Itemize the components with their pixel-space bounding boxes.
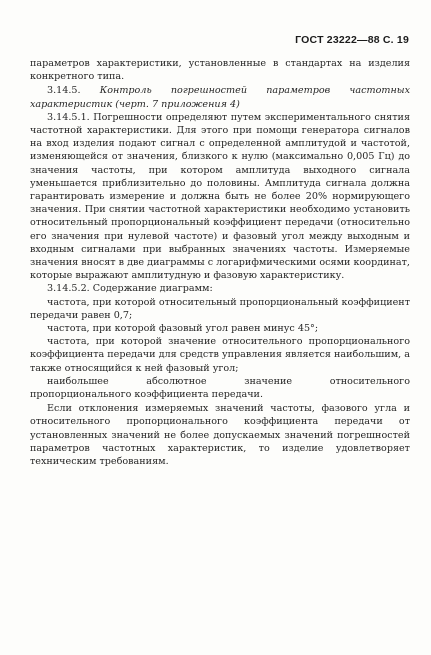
section-title: Контроль погрешностей параметров частотных характеристик (черт. 7 приложения 4) [30,85,410,110]
paragraph-conclusion: Если отклонения измеряемых значений частоты, фазового угла и относительного пропорционального коэффициента передачи от установленных значений не более допускаемых значений погрешностей параметров частотных характеристик, то изделие удовлетворяет техническим требованиям. [30,403,410,468]
list-item-frequency-07: частота, при которой относительный пропорциональный коэффициент передачи равен 0,7; [30,296,411,321]
section-number: 3.14.5. [47,85,81,97]
body-text [30,57,410,468]
running-header: ГОСТ 23222—88 С. 19 [295,34,409,46]
section-heading [30,84,410,110]
list-item-max-absolute: наибольшее абсолютное значение относительного пропорционального коэффициента передачи. [30,375,410,401]
list-item-frequency-phase: частота, при которой фазовый угол равен минус 45°; [47,323,319,335]
list-item-frequency-max: частота, при которой значение относительного пропорционального коэффициента передачи для средств управления является наибольшим, а также относящийся к ней фазовый угол; [30,336,410,374]
paragraph-3-14-5-2: 3.14.5.2. Содержание диаграмм: [47,283,213,295]
paragraph-3-14-5-1: 3.14.5.1. Погрешности определяют путем экспериментального снятия частотной характеристики. Для этого при помощи генератора сигналов на вход изделия подают сигнал с определенной амплитудой и частотой, изменяющейся от значения, близкого к нулю (максимально 0,005 Гц) до значения частоты, при котором амплитуда выходного сигнала уменьшается приблизительно до половины. Амплитуда сигнала должна гарантировать измерение и должна быть не более 20% нормирующего значения. При снятии частотной характеристики необходимо установить относительный пропорциональный коэффициент передачи (относительно его значения при нулевой частоте) и фазовый угол между выходным и входным сигналами при выбранных значениях частоты. Измеряемые значения вносят в две диаграммы с логарифмическими осями координат, которые выражают амплитудную и фазовую характеристику. [30,111,410,282]
paragraph-continuation: параметров характеристики, установленные в стандартах на изделия конкретного типа. [30,58,410,83]
